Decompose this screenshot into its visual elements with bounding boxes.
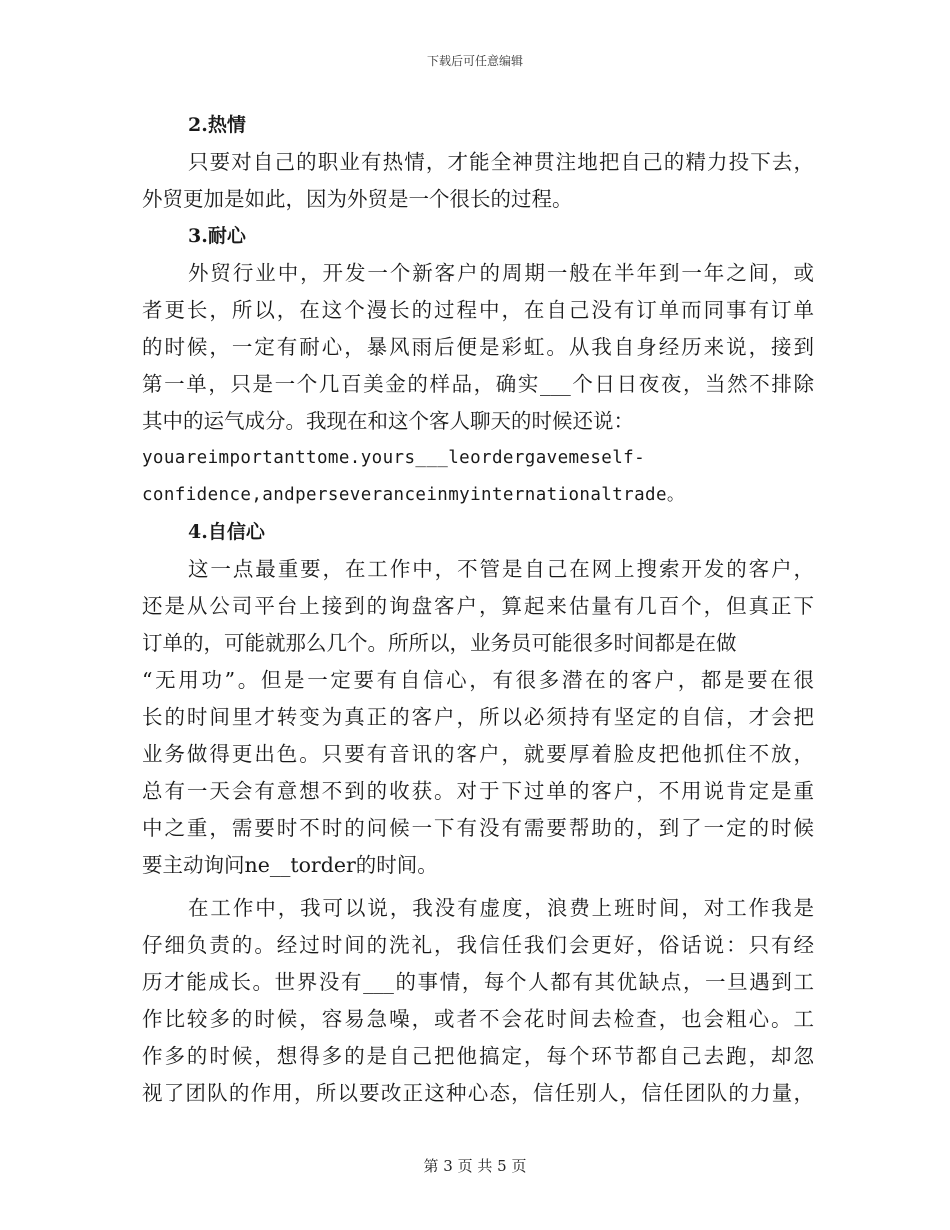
paragraph-line: 只要对自己的职业有热情，才能全神贯注地把自己的精力投下去，: [188, 150, 814, 174]
paragraph-line: 在工作中，我可以说，我没有虚度，浪费上班时间，对工作我是: [188, 896, 814, 920]
section-heading-patience: 3.耐心: [188, 225, 246, 247]
paragraph-line: 视了团队的作用，所以要改正这种心态，信任别人，信任团队的力量，: [142, 1081, 814, 1105]
paragraph-line: 业务做得更出色。只要有音讯的客户，就要厚着脸皮把他抓住不放，: [142, 742, 814, 766]
paragraph-line: 外贸更加是如此，因为外贸是一个很长的过程。: [142, 187, 573, 211]
paragraph-line: 作多的时候，想得多的是自己把他搞定，每个环节都自己去跑，却忽: [142, 1044, 814, 1068]
section-heading-passion: 2.热情: [188, 114, 246, 136]
section-heading-confidence: 4.自信心: [188, 521, 265, 543]
paragraph-line: 长的时间里才转变为真正的客户，所以必须持有坚定的自信，才会把: [142, 705, 814, 729]
document-body: [142, 107, 814, 1112]
page-header: 下载后可任意编辑: [426, 54, 523, 68]
paragraph-line: 总有一天会有意想不到的收获。对于下过单的客户，不用说肯定是重: [142, 779, 814, 803]
paragraph-line: 外贸行业中，开发一个新客户的周期一般在半年到一年之间，或: [188, 261, 814, 285]
paragraph-line-english: youareimportanttome.yours___leordergavemeself-: [142, 448, 646, 468]
paragraph-line: 其中的运气成分。我现在和这个客人聊天的时候还说：: [142, 409, 634, 433]
paragraph-line: 的时候，一定有耐心，暴风雨后便是彩虹。从我自身经历来说，接到: [142, 335, 814, 359]
paragraph-line: 者更长，所以，在这个漫长的过程中，在自己没有订单而同事有订单: [142, 298, 814, 322]
paragraph-line: 仔细负责的。经过时间的洗礼，我信任我们会更好，俗话说：只有经: [142, 933, 814, 957]
paragraph-line: 历才能成长。世界没有___的事情，每个人都有其优缺点，一旦遇到工: [142, 970, 814, 994]
paragraph-line-english: confidence,andperseveranceinmyinternationaltrade。: [142, 485, 685, 505]
paragraph-line: 还是从公司平台上接到的询盘客户，算起来估量有几百个，但真正下: [142, 594, 814, 618]
paragraph-line: “无用功”。但是一定要有自信心，有很多潜在的客户，都是要在很: [142, 668, 814, 692]
paragraph-line: 作比较多的时候，容易急噪，或者不会花时间去检查，也会粗心。工: [142, 1007, 814, 1031]
paragraph-line: 中之重，需要时不时的问候一下有没有需要帮助的，到了一定的时候: [142, 816, 814, 840]
paragraph-line: 第一单，只是一个几百美金的样品，确实___个日日夜夜，当然不排除: [142, 372, 814, 396]
page-number-footer: 第 3 页 共 5 页: [423, 1157, 527, 1175]
paragraph-line: 要主动询问ne__torder的时间。: [142, 853, 438, 877]
paragraph-line: 订单的，可能就那么几个。所所以，业务员可能很多时间都是在做: [142, 631, 737, 655]
paragraph-line: 这一点最重要，在工作中，不管是自己在网上搜索开发的客户，: [188, 557, 814, 581]
